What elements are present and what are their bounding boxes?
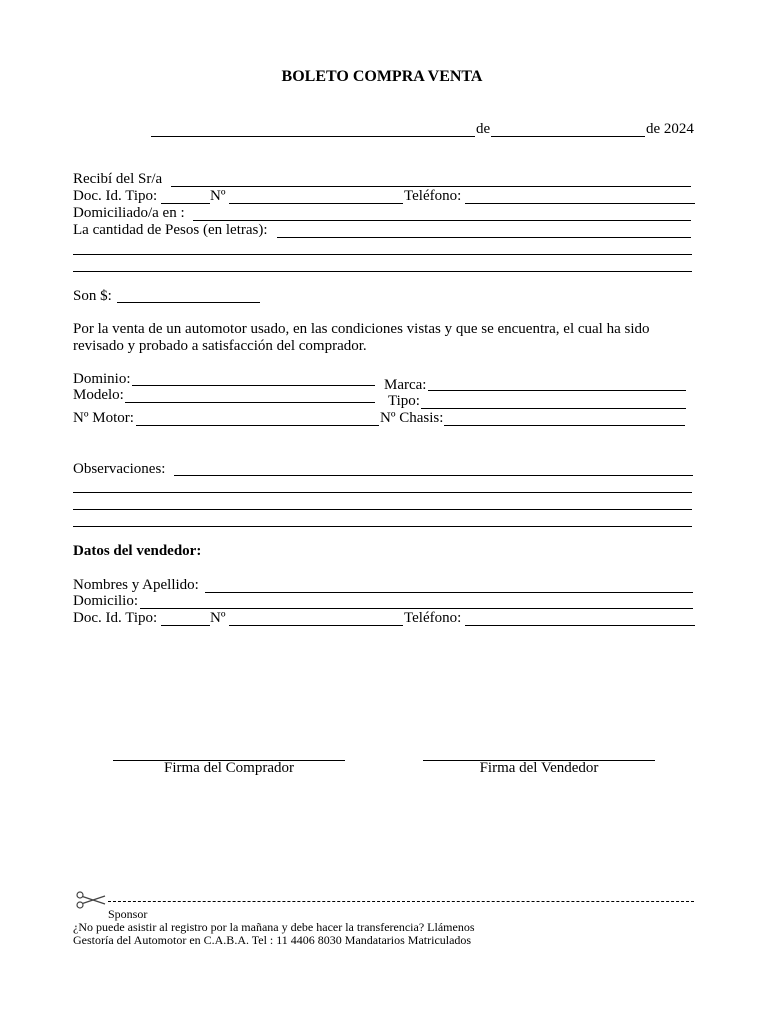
cut-line bbox=[108, 901, 694, 902]
modelo-line[interactable] bbox=[125, 402, 375, 403]
date-month-line[interactable] bbox=[491, 136, 645, 137]
seller-domicilio-label: Domicilio: bbox=[73, 593, 138, 609]
scissors-icon bbox=[75, 891, 107, 909]
marca-line[interactable] bbox=[428, 390, 686, 391]
seller-heading: Datos del vendedor: bbox=[73, 543, 202, 559]
seller-doc-tipo-line[interactable] bbox=[161, 625, 210, 626]
conditions-paragraph-line-2: revisado y probado a satisfacción del comprador. bbox=[73, 338, 367, 354]
seller-telefono-label: Teléfono: bbox=[404, 610, 462, 626]
observaciones-line-3[interactable] bbox=[73, 509, 692, 510]
footer-line-1: ¿No puede asistir al registro por la mañana y debe hacer la transferencia? Llámenos bbox=[73, 920, 475, 934]
seller-domicilio-line[interactable] bbox=[140, 608, 693, 609]
seller-telefono-line[interactable] bbox=[465, 625, 695, 626]
observaciones-line-2[interactable] bbox=[73, 492, 692, 493]
firma-comprador-label: Firma del Comprador bbox=[164, 760, 294, 776]
buyer-telefono-label: Teléfono: bbox=[404, 188, 462, 204]
buyer-numero-label: Nº bbox=[210, 188, 226, 204]
observaciones-line-4[interactable] bbox=[73, 526, 692, 527]
seller-nombres-label: Nombres y Apellido: bbox=[73, 577, 199, 593]
seller-numero-label: Nº bbox=[210, 610, 226, 626]
buyer-doc-tipo-label: Doc. Id. Tipo: bbox=[73, 188, 158, 204]
observaciones-line-1[interactable] bbox=[174, 475, 693, 476]
date-year-label: de 2024 bbox=[646, 121, 694, 137]
recibi-line[interactable] bbox=[171, 186, 691, 187]
dominio-line[interactable] bbox=[132, 385, 375, 386]
date-de-label: de bbox=[476, 121, 491, 137]
cantidad-pesos-label: La cantidad de Pesos (en letras): bbox=[73, 222, 268, 238]
buyer-doc-tipo-line[interactable] bbox=[161, 203, 210, 204]
seller-numero-line[interactable] bbox=[229, 625, 403, 626]
son-label: Son $: bbox=[73, 288, 112, 304]
modelo-label: Modelo: bbox=[73, 387, 124, 403]
son-line[interactable] bbox=[117, 302, 260, 303]
motor-label: Nº Motor: bbox=[73, 410, 134, 426]
cantidad-pesos-line-2[interactable] bbox=[73, 254, 692, 255]
conditions-paragraph-line-1: Por la venta de un automotor usado, en las condiciones vistas y que se encuentra, el cual ha sido bbox=[73, 321, 650, 337]
seller-nombres-line[interactable] bbox=[205, 592, 693, 593]
footer-line-2: Gestoría del Automotor en C.A.B.A. Tel : 11 4406 8030 Mandatarios Matriculados bbox=[73, 933, 472, 947]
buyer-telefono-line[interactable] bbox=[465, 203, 695, 204]
document-title: BOLETO COMPRA VENTA bbox=[281, 68, 483, 85]
tipo-label: Tipo: bbox=[388, 393, 420, 409]
cantidad-pesos-line-1[interactable] bbox=[277, 237, 691, 238]
motor-line[interactable] bbox=[136, 425, 379, 426]
buyer-numero-line[interactable] bbox=[229, 203, 403, 204]
firma-vendedor-label: Firma del Vendedor bbox=[479, 760, 599, 776]
chasis-label: Nº Chasis: bbox=[380, 410, 444, 426]
dominio-label: Dominio: bbox=[73, 371, 131, 387]
tipo-line[interactable] bbox=[421, 408, 686, 409]
cantidad-pesos-line-3[interactable] bbox=[73, 271, 692, 272]
date-day-line[interactable] bbox=[151, 136, 475, 137]
domiciliado-label: Domiciliado/a en : bbox=[73, 205, 185, 221]
chasis-line[interactable] bbox=[444, 425, 685, 426]
seller-doc-tipo-label: Doc. Id. Tipo: bbox=[73, 610, 158, 626]
recibi-label: Recibí del Sr/a bbox=[73, 171, 163, 187]
sponsor-label: Sponsor bbox=[108, 907, 148, 921]
observaciones-label: Observaciones: bbox=[73, 461, 166, 477]
domiciliado-line[interactable] bbox=[193, 220, 691, 221]
marca-label: Marca: bbox=[384, 377, 427, 393]
